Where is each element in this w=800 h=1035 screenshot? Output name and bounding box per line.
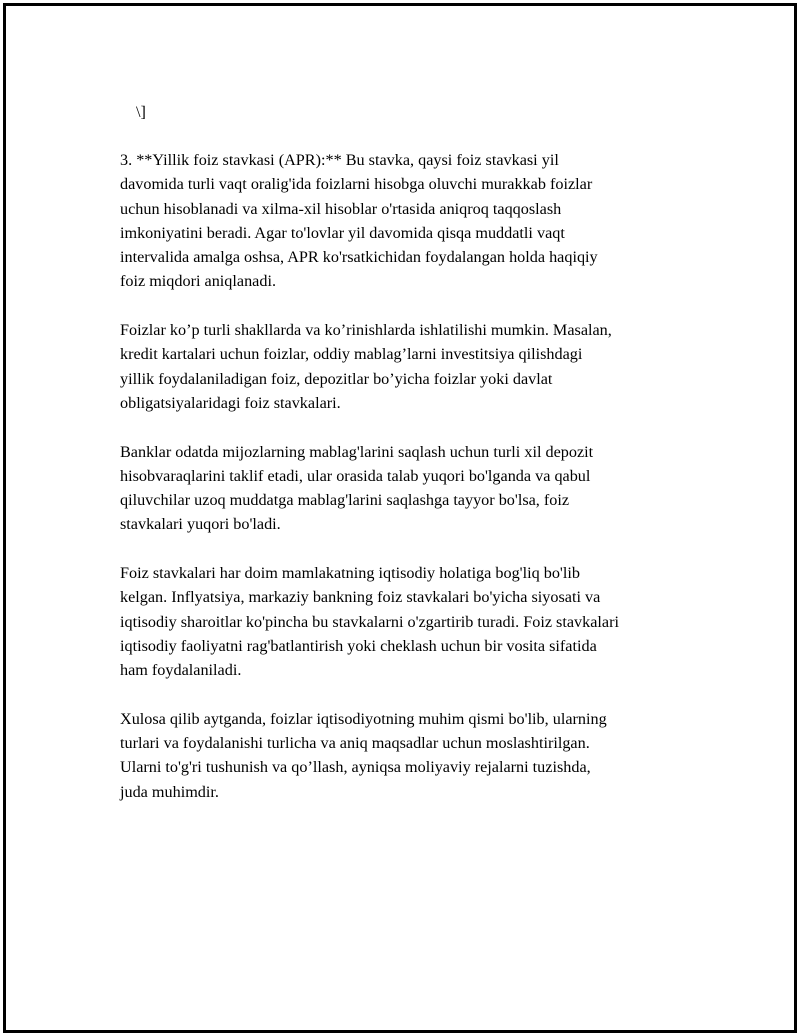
paragraph bbox=[120, 707, 680, 804]
paragraph-line: hisobvaraqlarini taklif etadi, ular orasida talab yuqori bo'lganda va qabul bbox=[120, 466, 591, 485]
paragraph-line: qiluvchilar uzoq muddatga mablag'larini saqlashga tayyor bo'lsa, foiz bbox=[120, 491, 570, 510]
paragraph-line: uchun hisoblanadi va xilma-xil hisoblar o'rtasida aniqroq taqqoslash bbox=[120, 199, 562, 218]
paragraph-line: iqtisodiy faoliyatni rag'batlantirish yoki cheklash uchun bir vosita sifatida bbox=[120, 636, 597, 655]
paragraph-line: yillik foydalaniladigan foiz, depozitlar bo’yicha foizlar yoki davlat bbox=[120, 369, 553, 388]
paragraph-line: iqtisodiy sharoitlar ko'pincha bu stavkalarni o'zgartirib turadi. Foiz stavkalari bbox=[120, 612, 619, 631]
paragraph-line: Xulosa qilib aytganda, foizlar iqtisodiyotning muhim qismi bo'lib, ularning bbox=[120, 709, 607, 728]
paragraph-line: Foizlar ko’p turli shakllarda va ko’rinishlarda ishlatilishi mumkin. Masalan, bbox=[120, 321, 612, 340]
paragraph-line: obligatsiyalaridagi foiz stavkalari. bbox=[120, 393, 341, 412]
paragraph-line: kredit kartalari uchun foizlar, oddiy mablag’larni investitsiya qilishdagi bbox=[120, 345, 583, 364]
paragraph bbox=[120, 440, 680, 537]
paragraph-line: imkoniyatini beradi. Agar to'lovlar yil davomida qisqa muddatli vaqt bbox=[120, 223, 565, 242]
paragraph-line: kelgan. Inflyatsiya, markaziy bankning foiz stavkalari bo'yicha siyosati va bbox=[120, 588, 601, 607]
paragraph-line: stavkalari yuqori bo'ladi. bbox=[120, 515, 281, 534]
stray-text: \] bbox=[136, 103, 146, 121]
paragraph-line: turlari va foydalanishi turlicha va aniq maqsadlar uchun moslashtirilgan. bbox=[120, 734, 590, 753]
paragraph-line: Foiz stavkalari har doim mamlakatning iqtisodiy holatiga bog'liq bo'lib bbox=[120, 564, 580, 583]
paragraph-line: foiz miqdori aniqlanadi. bbox=[120, 272, 276, 291]
paragraph-line: Ularni to'g'ri tushunish va qo’llash, ayniqsa moliyaviy rejalarni tuzishda, bbox=[120, 758, 591, 777]
paragraph-line: Banklar odatda mijozlarning mablag'larini saqlash uchun turli xil depozit bbox=[120, 442, 594, 461]
paragraph bbox=[120, 318, 680, 415]
paragraph-list bbox=[120, 148, 680, 804]
paragraph-line: 3. **Yillik foiz stavkasi (APR):** Bu stavka, qaysi foiz stavkasi yil bbox=[120, 151, 559, 169]
paragraph-line: juda muhimdir. bbox=[120, 782, 219, 801]
paragraph-line: davomida turli vaqt oralig'ida foizlarni hisobga oluvchi murakkab foizlar bbox=[120, 175, 593, 194]
document-page bbox=[3, 3, 797, 1033]
paragraph bbox=[120, 561, 680, 682]
paragraph bbox=[120, 148, 680, 294]
paragraph-line: ham foydalaniladi. bbox=[120, 661, 242, 680]
document-body bbox=[120, 100, 680, 828]
paragraph-line: intervalida amalga oshsa, APR ko'rsatkichidan foydalangan holda haqiqiy bbox=[120, 248, 598, 267]
